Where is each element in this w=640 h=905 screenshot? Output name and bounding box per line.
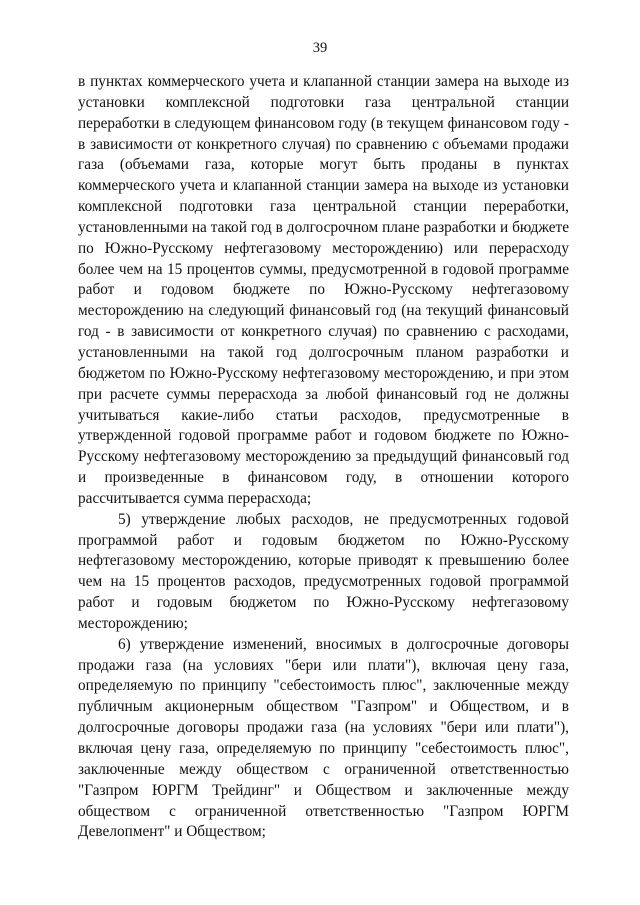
document-body	[78, 72, 569, 843]
paragraph-item-6: 6) утверждение изменений, вносимых в долгосрочные договоры продажи газа (на условиях "бери или плати"), включая цену газа, определяемую по принципу "себестоимость плюс", заключенные между публичным акционерным обществом "Газпром" и Обществом, и в долгосрочные договоры продажи газа (на условиях "бери или плати"), включая цену газа, определяемую по принципу "себестоимость плюс", заключенные между обществом с ограниченной ответственностью "Газпром ЮРГМ Трейдинг" и Обществом и заключенные между обществом с ограниченной ответственностью "Газпром ЮРГМ Девелопмент" и Обществом;	[78, 635, 569, 841]
paragraph-item-5: 5) утверждение любых расходов, не предусмотренных годовой программой работ и годовым бюджетом по Южно-Русскому нефтегазовому месторождению, которые приводят к превышению более чем на 15 процентов расходов, предусмотренных годовой программой работ и годовым бюджетом по Южно-Русскому нефтегазовому месторождению;	[78, 510, 569, 632]
paragraph-continuation: в пунктах коммерческого учета и клапанной станции замера на выходе из установки комплексной подготовки газа центральной станции переработки в следующем финансовом году (в текущем финансовом году - в зависимости от конкретного случая) по сравнению с объемами продажи газа (объемами газа, которые могут быть проданы в пунктах коммерческого учета и клапанной станции замера на выходе из установки комплексной подготовки газа центральной станции переработки, установленными на такой год в долгосрочном плане разработки и бюджете по Южно-Русскому нефтегазовому месторождению) или перерасходу более чем на 15 процентов суммы, предусмотренной в годовой программе работ и годовом бюджете по Южно-Русскому нефтегазовому месторождению на следующий финансовый год (на текущий финансовый год - в зависимости от конкретного случая) по сравнению с расходами, установленными на такой год долгосрочным планом разработки и бюджетом по Южно-Русскому нефтегазовому месторождению, и при этом при расчете суммы перерасхода за любой финансовый год не должны учитываться какие-либо статьи расходов, предусмотренные в утвержденной годовой программе работ и годовом бюджете по Южно-Русскому нефтегазовому месторождению за предыдущий финансовый год и произведенные в финансовом году, в отношении которого рассчитывается сумма перерасхода;	[78, 73, 569, 507]
page-number: 39	[312, 40, 328, 56]
